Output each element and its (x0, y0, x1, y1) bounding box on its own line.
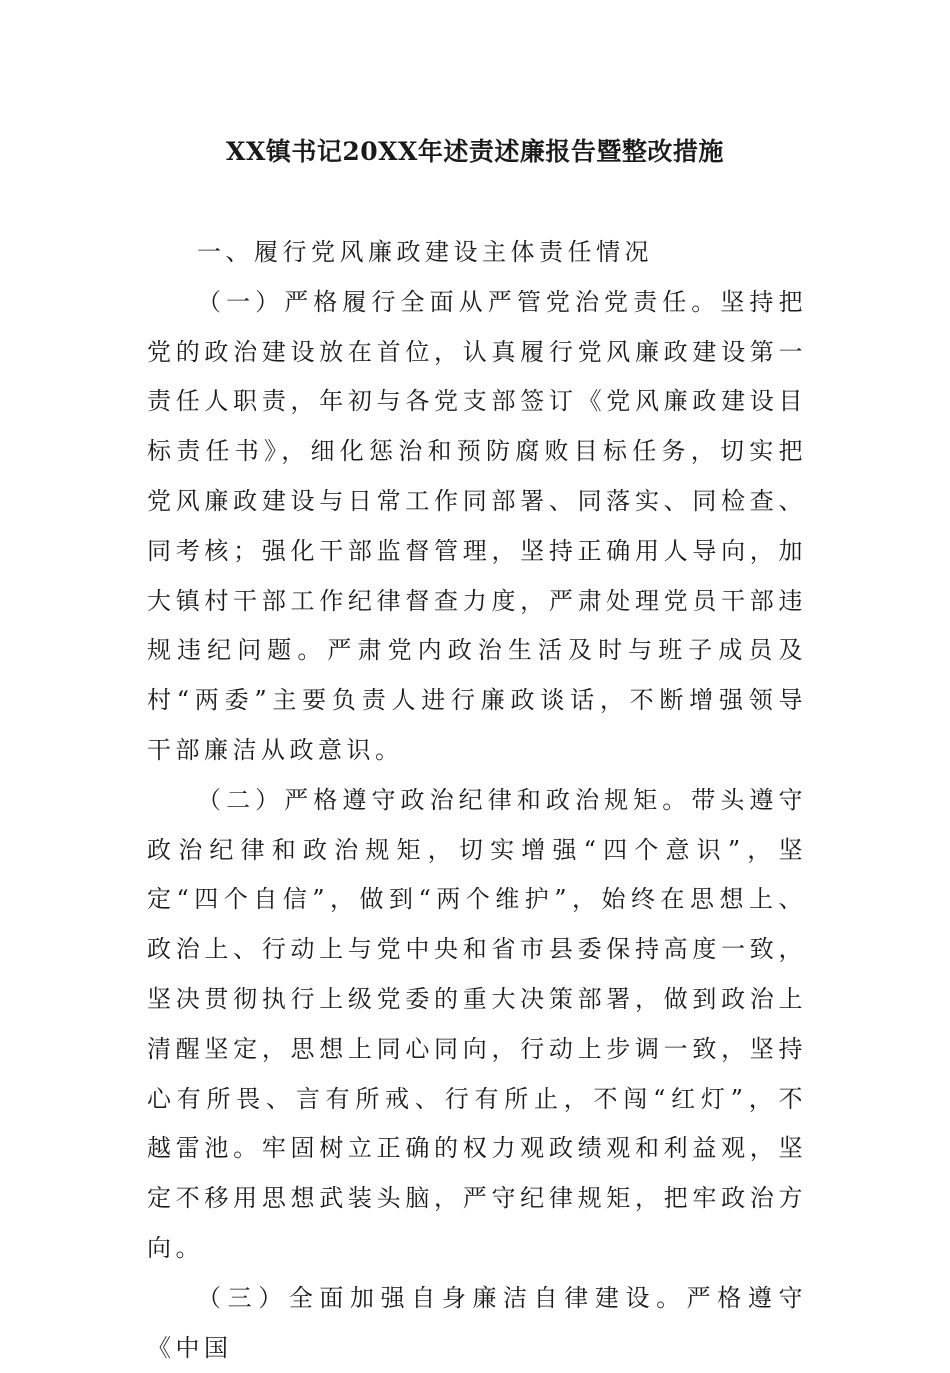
paragraph-3: （三）全面加强自身廉洁自律建设。严格遵守《中国 (147, 1283, 807, 1362)
paragraph-1: （一）严格履行全面从严管党治党责任。坚持把党的政治建设放在首位，认真履行党风廉政建设第一责任人职责，年初与各党支部签订《党风廉政建设目标责任书》，细化惩治和预防腐败目标任务，切实把党风廉政建设与日常工作同部署、同落实、同检查、同考核；强化干部监督管理，坚持正确用人导向，加大镇村干部工作纪律督查力度，严肃处理党员干部违规违纪问题。严肃党内政治生活及时与班子成员及村“两委”主要负责人进行廉政谈话，不断增强领导干部廉洁从政意识。 (147, 287, 807, 764)
section-heading: 一、履行党风廉政建设主体责任情况 (197, 238, 653, 266)
document-title: XX镇书记20XX年述责述廉报告暨整改措施 (226, 137, 724, 166)
document-body (147, 228, 807, 1373)
paragraph-2: （二）严格遵守政治纪律和政治规矩。带头遵守政治纪律和政治规矩，切实增强“四个意识”，坚定“四个自信”，做到“两个维护”，始终在思想上、政治上、行动上与党中央和省市县委保持高度一致，坚决贯彻执行上级党委的重大决策部署，做到政治上清醒坚定，思想上同心同向，行动上步调一致，坚持心有所畏、言有所戒、行有所止，不闯“红灯”，不越雷池。牢固树立正确的权力观政绩观和利益观，坚定不移用思想武装头脑，严守纪律规矩，把牢政治方向。 (147, 785, 807, 1262)
